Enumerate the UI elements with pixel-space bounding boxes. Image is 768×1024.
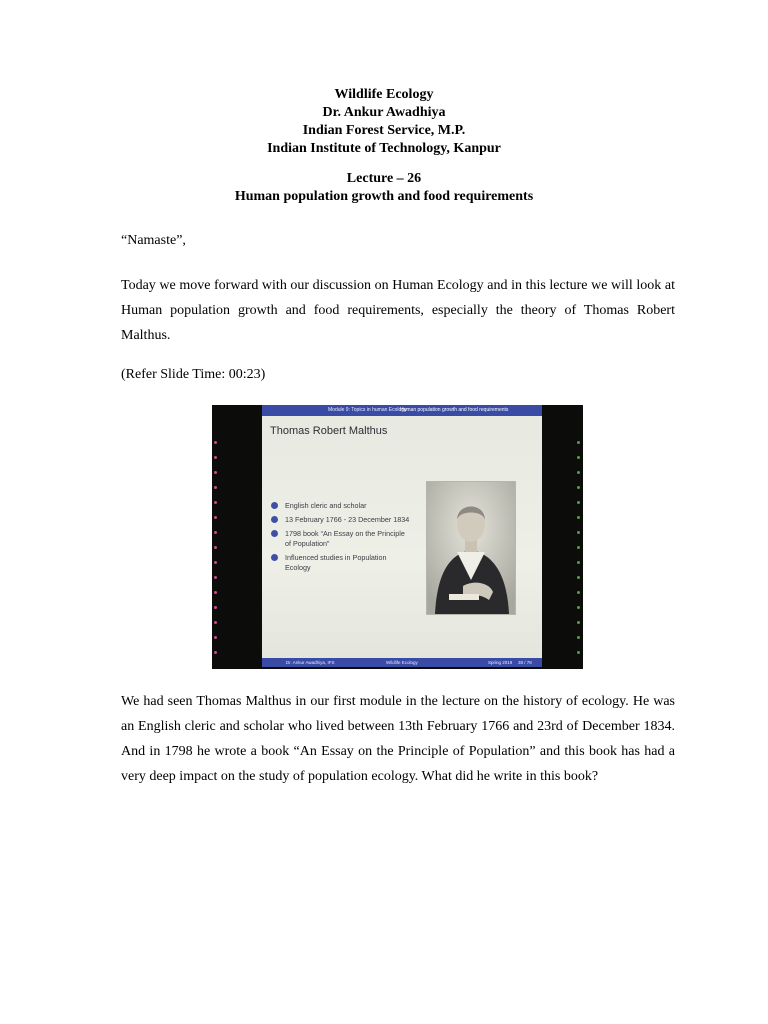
- slide-footer: [262, 658, 542, 667]
- greeting-paragraph: “Namaste”,: [121, 233, 186, 248]
- slide-footer-page: 38 / 78: [518, 660, 532, 665]
- slide-footer-term: Spring 2019: [488, 660, 513, 665]
- course-header: [0, 86, 768, 158]
- projected-slide: [262, 405, 542, 667]
- lecture-title: Human population growth and food requirements: [234, 189, 534, 204]
- malthus-portrait: [426, 481, 516, 615]
- slide-bullet-list: [271, 501, 411, 577]
- slide-bullet: 13 February 1766 - 23 December 1834: [271, 515, 411, 525]
- course-title: Wildlife Ecology: [334, 87, 434, 102]
- lecture-heading: [0, 170, 768, 206]
- author-name: Dr. Ankur Awadhiya: [322, 105, 446, 120]
- side-lights-right: [577, 441, 581, 666]
- author-affiliation: Indian Forest Service, M.P.: [302, 123, 466, 138]
- slide-footer-author: Dr. Ankur Awadhiya, IFS: [286, 660, 335, 665]
- institute-name: Indian Institute of Technology, Kanpur: [267, 141, 501, 156]
- slide-module-label: Module 9: Topics in human Ecology: [328, 407, 407, 413]
- slide-topbar: [262, 405, 542, 416]
- lecture-number: Lecture – 26: [346, 171, 422, 186]
- side-lights-left: [214, 441, 218, 666]
- slide-footer-course: Wildlife Ecology: [386, 660, 418, 665]
- slide-section-label: Human population growth and food requirements: [400, 407, 509, 413]
- slide-photo: [212, 405, 583, 669]
- slide-bullet: 1798 book “An Essay on the Principle of Population”: [271, 529, 411, 549]
- refer-slide-time: (Refer Slide Time: 00:23): [121, 367, 266, 382]
- body-paragraph: We had seen Thomas Malthus in our first module in the lecture on the history of ecology. He was an English cleric and scholar who lived between 13th February 1766 and 23rd of December 1834. And in 1798 he wrote a book “An Essay on the Principle of Population” and this book has had a very deep impact on the study of population ecology. What did he write in this book?: [121, 694, 675, 784]
- slide-bullet: Influenced studies in Population Ecology: [271, 553, 411, 573]
- intro-paragraph: Today we move forward with our discussion on Human Ecology and in this lecture we will look at Human population growth and food requirements, especially the theory of Thomas Robert Malthus.: [121, 278, 675, 343]
- slide-title: Thomas Robert Malthus: [270, 425, 388, 437]
- slide-bullet: English cleric and scholar: [271, 501, 411, 511]
